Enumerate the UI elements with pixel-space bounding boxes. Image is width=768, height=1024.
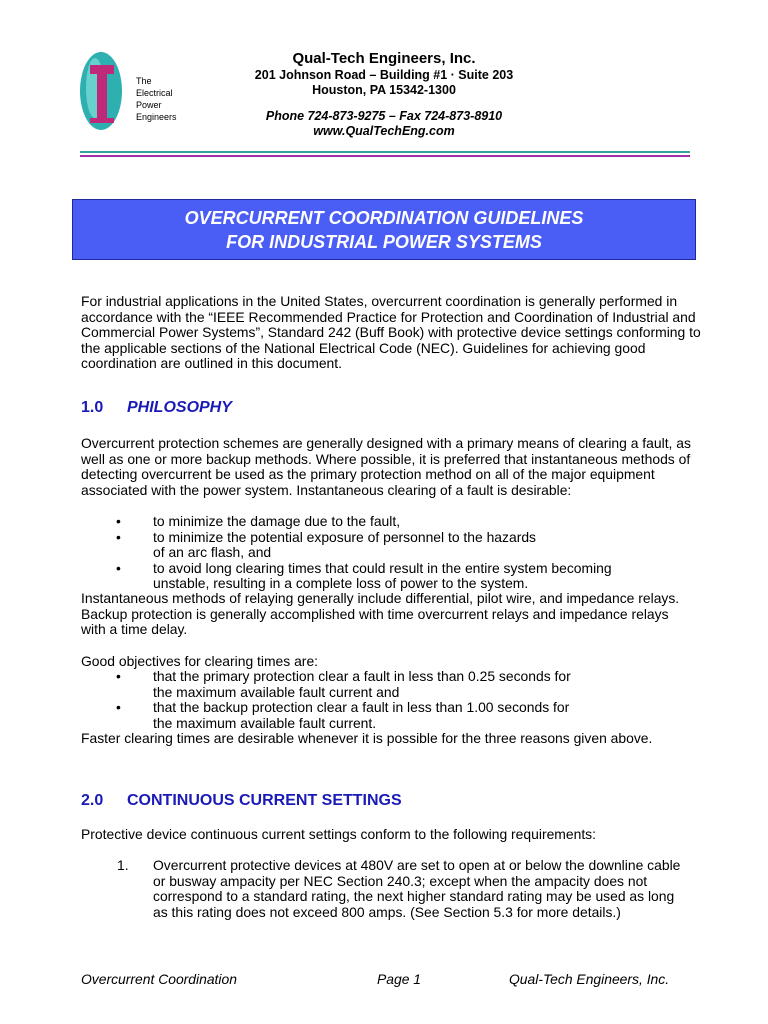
footer-document-title: Overcurrent Coordination xyxy=(81,971,237,987)
header-divider-purple xyxy=(80,155,690,157)
list-item: • that the backup protection clear a fault in less than 1.00 seconds for the maximum available fault current. xyxy=(116,699,570,731)
philosophy-paragraph-4: Faster clearing times are desirable whenever it is possible for the three reasons given above. xyxy=(81,730,653,746)
document-title-box xyxy=(72,199,696,260)
list-item: • to minimize the damage due to the fault, xyxy=(116,513,401,529)
document-title-line-2: FOR INDUSTRIAL POWER SYSTEMS xyxy=(226,232,542,252)
company-logo-icon xyxy=(78,50,124,132)
list-item: • that the primary protection clear a fault in less than 0.25 seconds for the maximum available fault current and xyxy=(116,668,571,700)
philosophy-paragraph-3: Good objectives for clearing times are: xyxy=(81,653,319,669)
address-line-2: Houston, PA 15342-1300 xyxy=(312,83,456,97)
footer-company-name: Qual-Tech Engineers, Inc. xyxy=(509,971,670,987)
website-link[interactable]: www.QualTechEng.com xyxy=(313,124,455,138)
header-divider-teal xyxy=(80,151,690,153)
address-line-1: 201 Johnson Road – Building #1 · Suite 203 xyxy=(254,68,514,82)
philosophy-bullet-list xyxy=(81,514,681,592)
philosophy-paragraph-1: Overcurrent protection schemes are generally designed with a primary means of clearing a fault, as well as one or more backup methods. Where possible, it is preferred that instantaneous methods of detecting overcurrent be used as the primary protection method on all of the major equipment associated with the power system. Instantaneous clearing of a fault is desirable: xyxy=(81,435,691,498)
philosophy-paragraph-2: Instantaneous methods of relaying generally include differential, pilot wire, and impedance relays. Backup protection is generally accomplished with time overcurrent relays and impedance relays with a time delay. xyxy=(81,590,680,637)
clearing-times-bullet-list xyxy=(81,669,681,731)
list-item: • to avoid long clearing times that could result in the entire system becoming unstable, resulting in a complete loss of power to the system. xyxy=(116,559,612,591)
company-name: Qual-Tech Engineers, Inc. xyxy=(292,50,476,67)
footer-page-number: Page 1 xyxy=(377,971,422,987)
continuous-current-paragraph: Protective device continuous current settings conform to the following requirements: xyxy=(81,826,596,842)
list-item: 1. Overcurrent protective devices at 480V are set to open at or below the downline cable or busway ampacity per NEC Section 240.3; except when the ampacity does not correspond to a standard rating, the next higher standard rating may be used as long as this rating does not exceed 800 amps. (See Section 5.3 for more details.) xyxy=(117,857,681,920)
continuous-current-numbered-list xyxy=(81,858,681,920)
section-heading-continuous-current: 2.0 CONTINUOUS CURRENT SETTINGS xyxy=(81,792,402,809)
company-tagline: The Electrical Power Engineers xyxy=(136,76,177,122)
section-heading-philosophy: 1.0 PHILOSOPHY xyxy=(81,399,232,416)
list-item: • to minimize the potential exposure of personnel to the hazards of an arc flash, and xyxy=(116,528,536,560)
phone-fax-line: Phone 724-873-9275 – Fax 724-873-8910 xyxy=(265,109,503,123)
intro-paragraph: For industrial applications in the United States, overcurrent coordination is generally performed in accordance with the “IEEE Recommended Practice for Protection and Coordination of Industrial and Commercial Power Systems”, Standard 242 (Buff Book) with protective device settings conforming to the applicable sections of the National Electrical Code (NEC). Guidelines for achieving good coordination are outlined in this document. xyxy=(81,293,701,371)
document-title-line-1: OVERCURRENT COORDINATION GUIDELINES xyxy=(184,208,584,228)
